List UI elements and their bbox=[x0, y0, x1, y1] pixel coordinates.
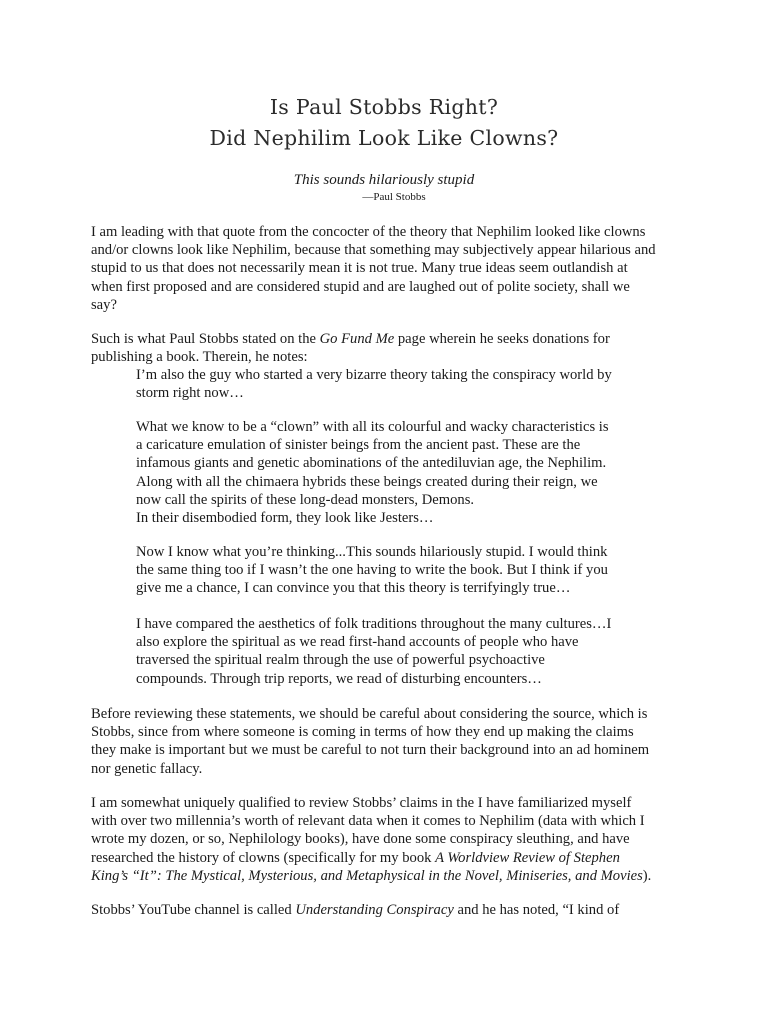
quote-line: now call the spirits of these long-dead monsters, Demons. bbox=[136, 491, 475, 508]
channel-name: Understanding Conspiracy bbox=[295, 902, 454, 918]
quote-line: a caricature emulation of sinister beings from the ancient past. These are the bbox=[136, 437, 581, 454]
quote-line: infamous giants and genetic abominations of the antediluvian age, the Nephilim. bbox=[136, 455, 607, 472]
quote-line: also explore the spiritual as we read first-hand accounts of people who have bbox=[136, 634, 579, 651]
block-quote-3 bbox=[136, 543, 641, 598]
text-run: page wherein he seeks donations for bbox=[394, 331, 610, 347]
text-line bbox=[91, 330, 681, 348]
quote-line: Now I know what you’re thinking...This sounds hilariously stupid. I would think bbox=[136, 544, 608, 560]
quote-line: I’m also the guy who started a very bizarre theory taking the conspiracy world by bbox=[136, 367, 612, 383]
epigraph bbox=[0, 170, 768, 204]
block-quote-4 bbox=[136, 615, 641, 688]
text-line: I am somewhat uniquely qualified to review Stobbs’ claims in the I have familiarized myself bbox=[91, 795, 632, 811]
quote-line: In their disembodied form, they look like Jesters… bbox=[136, 510, 434, 527]
text-line: stupid to us that does not necessarily mean it is not true. Many true ideas seem outlandish at bbox=[91, 260, 628, 277]
text-line: wrote my dozen, or so, Nephilology books), have done some conspiracy sleuthing, and have bbox=[91, 831, 630, 848]
book-title-continued: King’s “It”: The Mystical, Mysterious, and Metaphysical in the Novel, Miniseries, and Movies bbox=[91, 867, 643, 884]
quote-line: I have compared the aesthetics of folk traditions throughout the many cultures…I bbox=[136, 616, 612, 632]
text-run: ). bbox=[642, 867, 652, 884]
text-line: publishing a book. Therein, he notes: bbox=[91, 349, 308, 366]
text-run: Such is what Paul Stobbs stated on the bbox=[91, 331, 320, 347]
text-line bbox=[91, 901, 681, 919]
paragraph-4 bbox=[91, 794, 681, 885]
title-line-2: Did Nephilim Look Like Clowns? bbox=[209, 126, 559, 150]
quote-line: storm right now… bbox=[136, 385, 244, 402]
text-run: researched the history of clowns (specifically for my book bbox=[91, 849, 436, 866]
quote-line: Along with all the chimaera hybrids these beings created during their reign, we bbox=[136, 473, 598, 490]
quote-line: the same thing too if I wasn’t the one having to write the book. But I think if you bbox=[136, 562, 608, 579]
title-line-1: Is Paul Stobbs Right? bbox=[269, 95, 499, 119]
book-title: A Worldview Review of Stephen bbox=[435, 849, 620, 866]
text-run: and he has noted, “I kind of bbox=[453, 902, 620, 918]
text-line: with over two millennia’s worth of relevant data when it comes to Nephilim (data with which I bbox=[91, 813, 645, 830]
text-line bbox=[91, 849, 681, 867]
quote-line: compounds. Through trip reports, we read of disturbing encounters… bbox=[136, 670, 542, 687]
epigraph-attribution: —Paul Stobbs bbox=[362, 191, 426, 203]
text-line: when first proposed and are considered stupid and are laughed out of polite society, shall we bbox=[91, 278, 630, 295]
quote-line: traversed the spiritual realm through the use of powerful psychoactive bbox=[136, 652, 545, 669]
text-line: and/or clowns look like Nephilim, because that something may subjectively appear hilarious and bbox=[91, 242, 656, 259]
quote-line: give me a chance, I can convince you that this theory is terrifyingly true… bbox=[136, 580, 571, 597]
paragraph-3 bbox=[91, 705, 681, 778]
go-fund-me-title: Go Fund Me bbox=[319, 331, 395, 347]
epigraph-quote: This sounds hilariously stupid bbox=[293, 172, 475, 188]
paragraph-1 bbox=[91, 223, 681, 314]
paragraph-2 bbox=[91, 330, 681, 366]
quote-line: What we know to be a “clown” with all its colourful and wacky characteristics is bbox=[136, 419, 609, 435]
text-line bbox=[91, 867, 681, 885]
text-line: they make is important but we must be careful to not turn their background into an ad hominem bbox=[91, 742, 650, 759]
text-line: I am leading with that quote from the concocter of the theory that Nephilim looked like clowns bbox=[91, 224, 646, 240]
text-run: Stobbs’ YouTube channel is called bbox=[91, 902, 296, 918]
text-line: say? bbox=[91, 296, 117, 313]
text-line: Before reviewing these statements, we should be careful about considering the source, which is bbox=[91, 706, 648, 722]
block-quote-1 bbox=[136, 366, 641, 402]
paragraph-5 bbox=[91, 901, 681, 919]
text-line: Stobbs, since from where someone is coming in terms of how they end up making the claims bbox=[91, 724, 634, 741]
text-line: nor genetic fallacy. bbox=[91, 760, 203, 777]
block-quote-2 bbox=[136, 418, 641, 527]
